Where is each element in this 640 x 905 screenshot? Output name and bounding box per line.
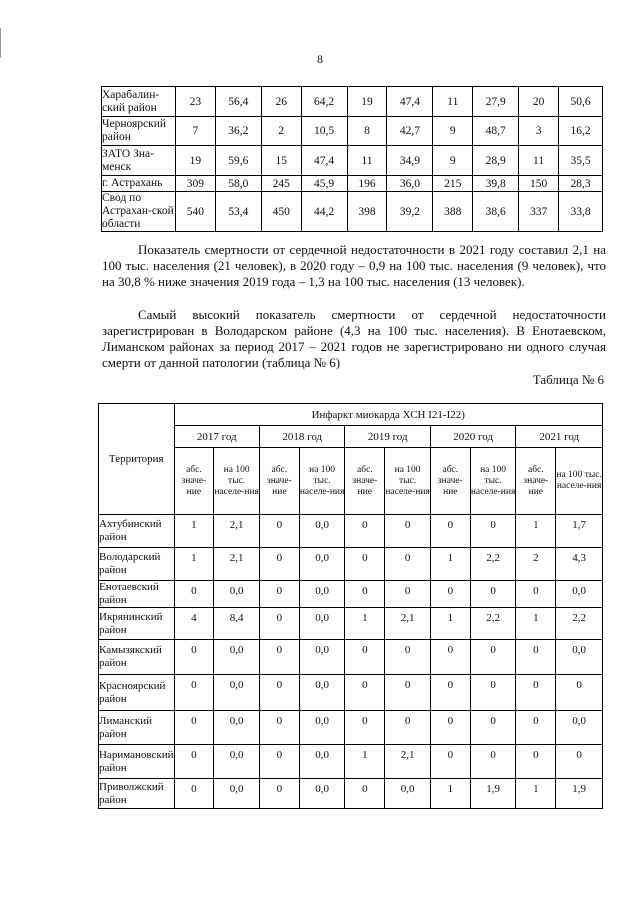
value-cell: 3 [519, 117, 559, 146]
value-cell: 0 [470, 581, 516, 608]
value-cell: 0 [516, 675, 556, 711]
value-cell: 38,6 [473, 192, 519, 232]
table-row [102, 192, 603, 232]
value-cell: 1,9 [556, 779, 603, 809]
value-cell: 0,0 [299, 779, 345, 809]
value-cell: 1 [174, 548, 214, 581]
abs-value-header: абс. значе-ние [516, 448, 556, 515]
value-cell: 1 [345, 745, 385, 779]
value-cell: 0,0 [299, 608, 345, 640]
rate-header: на 100 тыс. населе-ния [214, 448, 260, 515]
territory-cell: Наримановский район [99, 745, 175, 779]
territory-cell: ЗАТО Зна-менск [102, 146, 176, 176]
value-cell: 0 [385, 548, 431, 581]
table-row [102, 176, 603, 192]
abs-value-header: абс. значе-ние [259, 448, 299, 515]
value-cell: 53,4 [215, 192, 261, 232]
value-cell: 23 [175, 87, 215, 117]
value-cell: 7 [175, 117, 215, 146]
value-cell: 0,0 [214, 640, 260, 675]
value-cell: 4 [174, 608, 214, 640]
value-cell: 0 [259, 548, 299, 581]
value-cell: 58,0 [215, 176, 261, 192]
value-cell: 0 [470, 711, 516, 745]
value-cell: 0 [470, 640, 516, 675]
value-cell: 0 [259, 711, 299, 745]
value-cell: 0 [174, 745, 214, 779]
year-header: 2021 год [516, 426, 603, 448]
year-header: 2020 год [430, 426, 515, 448]
year-header: 2019 год [345, 426, 430, 448]
value-cell: 11 [433, 87, 473, 117]
table-row [99, 608, 603, 640]
value-cell: 0,0 [214, 675, 260, 711]
value-cell: 36,0 [387, 176, 433, 192]
territory-cell: Приволжский район [99, 779, 175, 809]
value-cell: 0 [516, 745, 556, 779]
value-cell: 26 [261, 87, 301, 117]
page-number: 8 [317, 52, 323, 66]
value-cell: 64,2 [301, 87, 347, 117]
territory-cell: Икрянинский район [99, 608, 175, 640]
value-cell: 2,1 [385, 608, 431, 640]
table-row [99, 779, 603, 809]
value-cell: 59,6 [215, 146, 261, 176]
value-cell: 0 [556, 675, 603, 711]
value-cell: 1 [516, 515, 556, 548]
territory-cell: Енотаевский район [99, 581, 175, 608]
value-cell: 1 [174, 515, 214, 548]
value-cell: 0 [345, 515, 385, 548]
table-row [102, 117, 603, 146]
value-cell: 0,0 [556, 640, 603, 675]
territory-header: Территория [99, 404, 175, 515]
value-cell: 0,0 [214, 711, 260, 745]
territory-cell: Свод по Астрахан-ской области [102, 192, 174, 230]
value-cell: 1 [430, 548, 470, 581]
value-cell: 47,4 [301, 146, 347, 176]
value-cell: 0 [174, 711, 214, 745]
table-row [99, 745, 603, 779]
value-cell: 0,0 [214, 581, 260, 608]
value-cell: 0 [430, 675, 470, 711]
paragraph-heart-failure-2021: Показатель смертности от сердечной недостаточности в 2021 году составил 2,1 на 100 тыс. населения (21 человек), в 2020 году – 0,9 на 100 тыс. населения (9 человек), что на 30,8 % ниже значения 2019 года – 1,3 на 100 тыс. населения (13 человек). [102, 242, 606, 289]
table-caption: Инфаркт миокарда ХСН I21-I22) [174, 404, 603, 426]
rate-header: на 100 тыс. населе-ния [556, 448, 603, 515]
subheader-row [99, 448, 603, 515]
value-cell: 11 [519, 146, 559, 176]
value-cell: 0 [470, 515, 516, 548]
value-cell: 28,9 [473, 146, 519, 176]
value-cell: 16,2 [559, 117, 603, 146]
value-cell: 0 [516, 711, 556, 745]
value-cell: 1 [430, 608, 470, 640]
value-cell: 0 [174, 675, 214, 711]
table-row [99, 675, 603, 711]
value-cell: 2,2 [556, 608, 603, 640]
value-cell: 0 [259, 640, 299, 675]
territory-cell: Лиманский район [99, 711, 175, 745]
value-cell: 11 [347, 146, 387, 176]
value-cell: 34,9 [387, 146, 433, 176]
value-cell: 36,2 [215, 117, 261, 146]
value-cell: 0 [259, 581, 299, 608]
value-cell: 10,5 [301, 117, 347, 146]
territory-cell: Ахтубинский район [99, 515, 175, 548]
value-cell: 337 [519, 192, 559, 232]
value-cell: 0,0 [556, 711, 603, 745]
territory-cell: Камызякский район [99, 640, 175, 675]
territory-cell: Харабалин-ский район [102, 87, 176, 117]
value-cell: 0 [430, 640, 470, 675]
value-cell: 8 [347, 117, 387, 146]
value-cell: 0 [385, 675, 431, 711]
value-cell: 0 [259, 779, 299, 809]
value-cell: 2,2 [470, 548, 516, 581]
value-cell: 0 [430, 711, 470, 745]
table-row [99, 581, 603, 608]
value-cell: 309 [175, 176, 215, 192]
value-cell: 0,0 [299, 675, 345, 711]
table-row [99, 711, 603, 745]
abs-value-header: абс. значе-ние [430, 448, 470, 515]
value-cell: 2,1 [214, 548, 260, 581]
value-cell: 0 [345, 779, 385, 809]
value-cell: 56,4 [215, 87, 261, 117]
value-cell: 2,2 [470, 608, 516, 640]
abs-value-header: абс. значе-ние [174, 448, 214, 515]
value-cell: 0 [174, 640, 214, 675]
value-cell: 0 [345, 581, 385, 608]
value-cell: 1 [345, 608, 385, 640]
value-cell: 0 [345, 711, 385, 745]
value-cell: 2 [516, 548, 556, 581]
value-cell: 0,0 [299, 515, 345, 548]
rate-header: на 100 тыс. населе-ния [385, 448, 431, 515]
value-cell: 45,9 [301, 176, 347, 192]
value-cell: 1,9 [470, 779, 516, 809]
value-cell: 20 [519, 87, 559, 117]
value-cell: 15 [261, 146, 301, 176]
value-cell: 0,0 [214, 779, 260, 809]
abs-value-header: абс. значе-ние [345, 448, 385, 515]
paragraph-highest-rate: Самый высокий показатель смертности от сердечной недостаточности зарегистрирован в Володарском районе (4,3 на 100 тыс. населения). В Енотаевском, Лиманском районах за период 2017 – 2021 годов не зарегистрировано ни одного случая смерти от данной патологии (таблица № 6) [102, 307, 606, 370]
value-cell: 196 [347, 176, 387, 192]
value-cell: 47,4 [387, 87, 433, 117]
value-cell: 0 [259, 515, 299, 548]
value-cell: 0,0 [299, 548, 345, 581]
value-cell: 19 [175, 146, 215, 176]
value-cell: 245 [261, 176, 301, 192]
value-cell: 0,0 [214, 745, 260, 779]
value-cell: 0 [385, 640, 431, 675]
value-cell: 0 [259, 745, 299, 779]
territory-cell: Володарский район [99, 548, 175, 581]
value-cell: 0,0 [299, 745, 345, 779]
value-cell: 0 [430, 515, 470, 548]
value-cell: 44,2 [301, 192, 347, 232]
value-cell: 0 [259, 675, 299, 711]
value-cell: 0 [259, 608, 299, 640]
value-cell: 0 [385, 581, 431, 608]
value-cell: 0 [430, 745, 470, 779]
value-cell: 540 [175, 192, 215, 232]
value-cell: 50,6 [559, 87, 603, 117]
value-cell: 8,4 [214, 608, 260, 640]
value-cell: 19 [347, 87, 387, 117]
value-cell: 28,3 [559, 176, 603, 192]
table-caption-row [99, 404, 603, 426]
table-number-label: Таблица № 6 [532, 372, 604, 387]
value-cell: 0,0 [556, 581, 603, 608]
value-cell: 39,8 [473, 176, 519, 192]
value-cell: 0,0 [299, 711, 345, 745]
value-cell: 0 [470, 745, 516, 779]
value-cell: 0 [470, 675, 516, 711]
value-cell: 35,5 [559, 146, 603, 176]
rate-header: на 100 тыс. населе-ния [299, 448, 345, 515]
value-cell: 0 [430, 581, 470, 608]
value-cell: 0 [174, 581, 214, 608]
table-row [102, 146, 603, 176]
year-header: 2017 год [174, 426, 259, 448]
value-cell: 0 [345, 640, 385, 675]
value-cell: 42,7 [387, 117, 433, 146]
value-cell: 2,1 [214, 515, 260, 548]
value-cell: 1 [516, 779, 556, 809]
value-cell: 39,2 [387, 192, 433, 232]
territory-cell: Черноярский район [102, 117, 176, 146]
value-cell: 0 [174, 779, 214, 809]
value-cell: 0 [516, 640, 556, 675]
value-cell: 48,7 [473, 117, 519, 146]
value-cell: 0 [385, 515, 431, 548]
table-row [99, 515, 603, 548]
value-cell: 2,1 [385, 745, 431, 779]
value-cell: 0 [556, 745, 603, 779]
value-cell: 1 [516, 608, 556, 640]
mortality-table-continued [101, 86, 603, 232]
value-cell: 398 [347, 192, 387, 232]
table-row [99, 640, 603, 675]
table-6-myocardial-infarction [98, 403, 603, 809]
table-row [102, 87, 603, 117]
value-cell: 450 [261, 192, 301, 232]
year-header-row [99, 426, 603, 448]
value-cell: 0 [516, 581, 556, 608]
value-cell: 215 [433, 176, 473, 192]
rate-header: на 100 тыс. населе-ния [470, 448, 516, 515]
value-cell: 1 [430, 779, 470, 809]
value-cell: 4,3 [556, 548, 603, 581]
value-cell: 2 [261, 117, 301, 146]
value-cell: 0 [345, 675, 385, 711]
value-cell: 0,0 [299, 640, 345, 675]
value-cell: 0 [385, 711, 431, 745]
table-row [99, 548, 603, 581]
value-cell: 388 [433, 192, 473, 232]
territory-cell: Красноярский район [99, 675, 175, 711]
value-cell: 27,9 [473, 87, 519, 117]
value-cell: 9 [433, 117, 473, 146]
value-cell: 0,0 [385, 779, 431, 809]
territory-cell: г. Астрахань [102, 176, 176, 192]
value-cell: 0 [345, 548, 385, 581]
value-cell: 1,7 [556, 515, 603, 548]
value-cell: 33,8 [559, 192, 603, 232]
value-cell: 0,0 [299, 581, 345, 608]
year-header: 2018 год [259, 426, 344, 448]
value-cell: 9 [433, 146, 473, 176]
value-cell: 150 [519, 176, 559, 192]
